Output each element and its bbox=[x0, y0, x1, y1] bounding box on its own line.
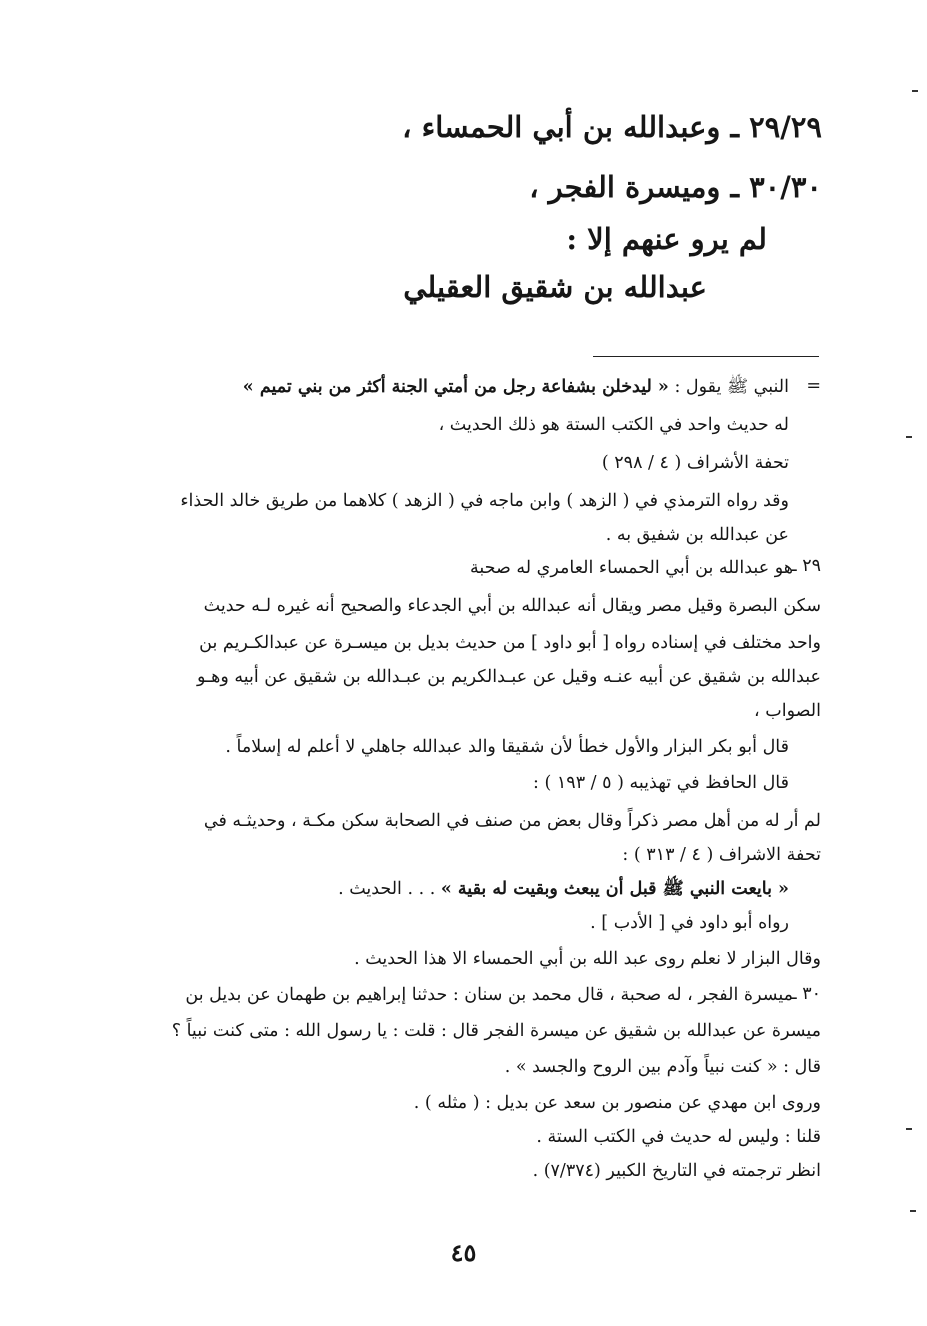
footnote-30-line: قلنا : وليس له حديث في الكتب الستة . bbox=[536, 1127, 821, 1147]
footnote-29-line: هو عبدالله بن أبي الحمساء العامري له صحبة bbox=[469, 558, 793, 578]
not-narrated-line: لم يرو عنهم إلا : bbox=[566, 222, 767, 256]
footnote-29-line: الصواب ، bbox=[754, 701, 821, 721]
page-number: ٤٥ bbox=[450, 1238, 477, 1267]
narrator-name: عبدالله بن شقيق العقيلي bbox=[403, 270, 707, 304]
footnote-29-line: قال أبو بكر البزار والأول خطأ لأن شقيقا والد عبدالله جاهلي لا أعلم له إسلاماً . bbox=[225, 737, 789, 757]
footnote-29-hadith-tail: . . . الحديث . bbox=[338, 879, 436, 899]
scan-speck bbox=[910, 1210, 916, 1212]
footnote-30-line: ميسرة الفجر ، له صحبة ، قال محمد بن سنان : حدثنا إبراهيم بن طهمان عن بديل بن bbox=[185, 985, 793, 1005]
footnote-prev-hadith bbox=[243, 372, 789, 402]
footnote-29-line: واحد مختلف في إسناده رواه [ أبو داود ] من حديث بديل بن ميسـرة عن عبدالكـريم بن bbox=[199, 633, 821, 653]
footnote-prev-line: عن عبدالله بن شفيق به . bbox=[605, 525, 789, 545]
footnote-29-line: لم أر له من أهل مصر ذكراً وقال بعض من صنف في الصحابة سكن مكـة ، وحديثـه في bbox=[203, 811, 821, 831]
scan-speck bbox=[912, 90, 918, 92]
footnote-29-number: ٢٩ ـ bbox=[791, 556, 821, 576]
footnote-prev-line: وقد رواه الترمذي في ( الزهد ) وابن ماجه في ( الزهد ) كلاهما من طريق خالد الحذاء bbox=[180, 491, 789, 511]
footnote-30-line: انظر ترجمته في التاريخ الكبير (٧/٣٧٤) . bbox=[532, 1161, 821, 1181]
footnote-29-line: عبدالله بن شقيق عن أبيه عنـه وقيل عن عبـدالكريم بن عبـدالله بن شقيق عن أبيه وهـو bbox=[196, 667, 821, 687]
footnote-30-line: قال : « كنت نبياً وآدم بين الروح والجسد » . bbox=[504, 1057, 821, 1077]
footnote-29-line: تحفة الاشراف ( ٤ / ٣١٣ ) : bbox=[622, 845, 821, 865]
footnote-30-line: وروى ابن مهدي عن منصور بن سعد عن بديل : ( مثله ) . bbox=[413, 1093, 821, 1113]
footnote-prev-line: تحفة الأشراف ( ٤ / ٢٩٨ ) bbox=[601, 453, 789, 473]
entry-29-heading: ٢٩/٢٩ ـ وعبدالله بن أبي الحمساء ، bbox=[402, 110, 822, 144]
scan-speck bbox=[906, 436, 912, 438]
footnote-29-line: سكن البصرة وقيل مصر ويقال أنه عبدالله بن أبي الجدعاء والصحيح أنه غيره لـه حديث bbox=[203, 596, 821, 616]
prev-hadith-intro: النبي ﷺ يقول : bbox=[674, 377, 789, 397]
footnote-29-line: رواه أبو داود في [ الأدب ] . bbox=[590, 913, 789, 933]
footnote-prev-line: له حديث واحد في الكتب الستة هو ذلك الحديث ، bbox=[438, 415, 789, 435]
footnote-30-number: ٣٠ ـ bbox=[791, 984, 821, 1004]
entry-30-heading: ٣٠/٣٠ ـ وميسرة الفجر ، bbox=[529, 170, 822, 204]
scan-speck bbox=[906, 1128, 912, 1130]
footnote-29-hadith: « بايعت النبي ﷺ قبل أن يبعث وبقيت له بقية » bbox=[440, 879, 789, 899]
prev-hadith-text: « ليدخلن بشفاعة رجل من أمتي الجنة أكثر من بني تميم » bbox=[242, 377, 669, 397]
footnote-29-line: وقال البزار لا نعلم روى عبد الله بن أبي الحمساء الا هذا الحديث . bbox=[354, 949, 821, 969]
continuation-marker: = bbox=[806, 376, 821, 396]
footnote-separator bbox=[593, 356, 819, 357]
footnote-30-line: ميسرة عن عبدالله بن شقيق عن ميسرة الفجر قال : قلت : يا رسول الله : متى كنت نبياً ؟ bbox=[171, 1021, 821, 1041]
footnote-29-line: قال الحافظ في تهذيبه ( ٥ / ١٩٣ ) : bbox=[533, 773, 789, 793]
footnote-29-hadith-line bbox=[338, 874, 789, 904]
